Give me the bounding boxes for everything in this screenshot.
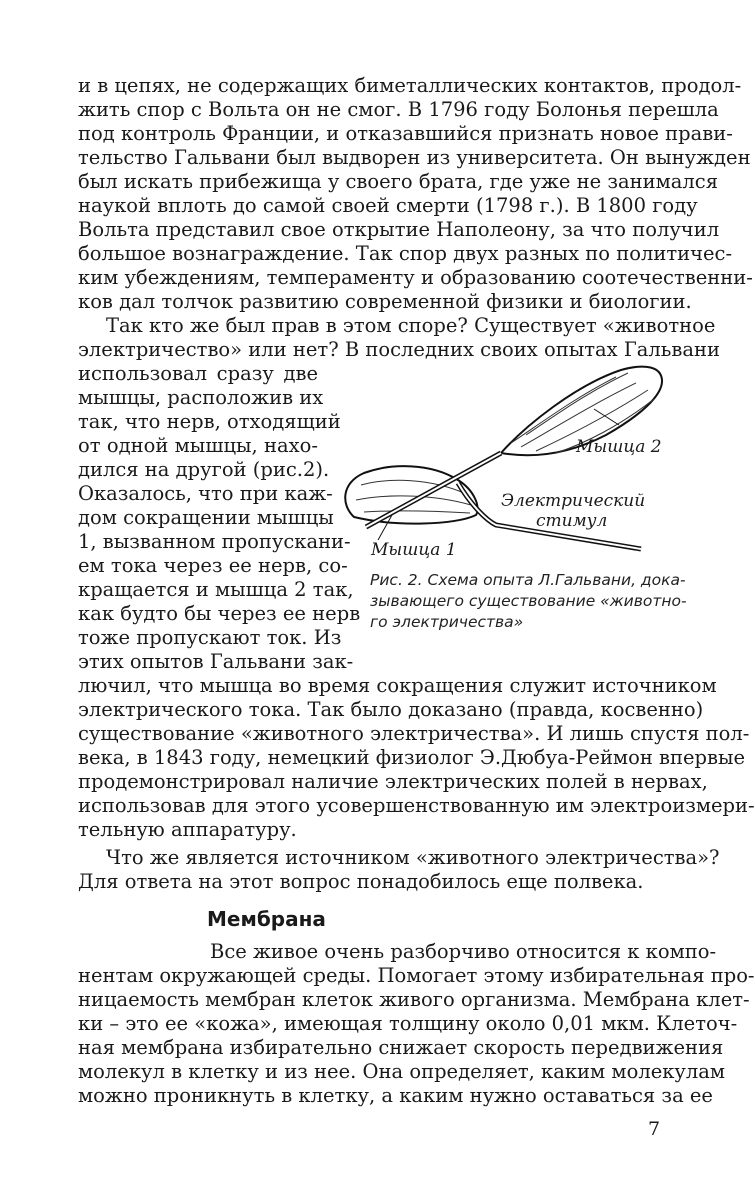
text-line: от одной мышцы, нахо- <box>78 434 318 457</box>
text-line: века, в 1843 году, немецкий физиолог Э.Дюбуа-Реймон впервые <box>78 746 746 769</box>
text-line: ки – это ее «кожа», имеющая толщину около 0,01 мкм. Клеточ- <box>78 1012 738 1035</box>
text-line: ем тока через ее нерв, со- <box>78 554 348 577</box>
text-line: тельство Гальвани был выдворен из университета. Он вынужден <box>78 146 751 169</box>
text-line: электричество» или нет? В последних своих опытах Гальвани <box>78 338 720 361</box>
text-line: жить спор с Вольта он не смог. В 1796 году Болонья перешла <box>78 98 719 121</box>
label-muscle-1: Мышца 1 <box>371 540 457 560</box>
text-line: как будто бы через ее нерв <box>78 602 361 625</box>
text-line: мышцы, расположив их <box>78 386 324 409</box>
text-line: ков дал толчок развитию современной физики и биологии. <box>78 290 692 313</box>
text-line: так, что нерв, отходящий <box>78 410 341 433</box>
text-line: большое вознаграждение. Так спор двух разных по политичес- <box>78 242 733 265</box>
label-muscle-2: Мышца 2 <box>576 437 662 457</box>
text-line: Оказалось, что при каж- <box>78 482 333 505</box>
text-line: ницаемость мембран клеток живого организма. Мембрана клет- <box>78 988 750 1011</box>
text-line: Все живое очень разборчиво относится к компо- <box>210 940 717 963</box>
text-line: существование «животного электричества». И лишь спустя пол- <box>78 722 750 745</box>
text-line: Что же является источником «животного электричества»? <box>106 846 720 869</box>
text-line: нентам окружающей среды. Помогает этому избирательная про- <box>78 964 755 987</box>
figure-caption <box>370 570 687 633</box>
text-line: можно проникнуть в клетку, а каким нужно оставаться за ее <box>78 1084 713 1107</box>
galvani-experiment-figure <box>336 355 676 570</box>
text-line: 1, вызванном пропускани- <box>78 530 351 553</box>
text-line: использовал сразу две <box>78 362 318 385</box>
text-line: молекул в клетку и из нее. Она определяет, каким молекулам <box>78 1060 726 1083</box>
caption-line: Рис. 2. Схема опыта Л.Гальвани, дока- <box>370 571 686 589</box>
text-line: ким убеждениям, темпераменту и образованию соотечественни- <box>78 266 753 289</box>
section-heading: Мембрана <box>207 907 326 931</box>
figure-drawing <box>336 355 676 570</box>
page-number: 7 <box>648 1118 661 1140</box>
text-line: дом сокращении мышцы <box>78 506 334 529</box>
text-line: тоже пропускают ток. Из <box>78 626 342 649</box>
caption-line: го электричества» <box>370 613 524 631</box>
text-line: Вольта представил свое открытие Наполеону, за что получил <box>78 218 720 241</box>
caption-line: зывающего существование «животно- <box>370 592 687 610</box>
text-line: электрического тока. Так было доказано (правда, косвенно) <box>78 698 704 721</box>
text-line: лючил, что мышца во время сокращения служит источником <box>78 674 717 697</box>
text-line: и в цепях, не содержащих биметаллических контактов, продол- <box>78 74 742 97</box>
text-line: тельную аппаратуру. <box>78 818 297 841</box>
label-stimulus-line1: Электрический <box>501 491 646 511</box>
text-line: ная мембрана избирательно снижает скорость передвижения <box>78 1036 724 1059</box>
label-stimulus-line2: стимул <box>536 511 608 531</box>
text-line: продемонстрировал наличие электрических полей в нервах, <box>78 770 708 793</box>
text-line: под контроль Франции, и отказавшийся признать новое прави- <box>78 122 733 145</box>
text-line: Так кто же был прав в этом споре? Существует «животное <box>106 314 716 337</box>
text-line: кращается и мышца 2 так, <box>78 578 354 601</box>
text-line: этих опытов Гальвани зак- <box>78 650 354 673</box>
text-line: был искать прибежища у своего брата, где уже не занимался <box>78 170 718 193</box>
text-line: Для ответа на этот вопрос понадобилось еще полвека. <box>78 870 644 893</box>
text-line: наукой вплоть до самой своей смерти (1798 г.). В 1800 году <box>78 194 698 217</box>
text-line: использовав для этого усовершенствованную им электроизмери- <box>78 794 755 817</box>
text-line: дился на другой (рис.2). <box>78 458 330 481</box>
